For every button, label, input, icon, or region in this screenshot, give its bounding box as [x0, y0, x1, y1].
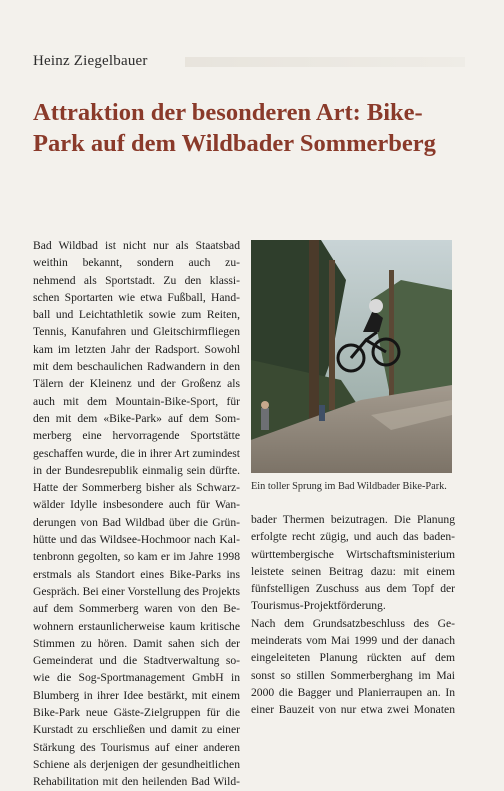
- text-line: württembergische Wirtschaftsministerium: [251, 547, 455, 561]
- article-title: Attraktion der besonderen Art: Bike-Park auf dem Wildbader Sommerberg: [33, 99, 436, 157]
- paragraph: [251, 615, 455, 719]
- text-line: geschaffen wurde, die in ihrer Art zumindest: [33, 446, 240, 460]
- text-line: erfolgte recht zügig, und auch das baden-: [251, 530, 455, 544]
- photo-caption: Ein toller Sprung im Bad Wildbader Bike-Park.: [251, 481, 447, 492]
- text-line: Kurstadt zu erschließen und damit zu einer: [33, 723, 240, 737]
- text-line: meinderats vom Mai 1999 und der danach: [251, 634, 455, 648]
- text-line: Tennis, Kanufahren und Gleitschirmfliegen: [33, 325, 240, 339]
- text-line: Nach dem Grundsatzbeschluss des Ge-: [251, 616, 455, 630]
- text-line: Tourismus-Projektförderung.: [251, 599, 386, 613]
- text-line: wohnern erstaunlicherweise kaum kritische: [33, 619, 240, 633]
- text-line: Stärkung des Tourismus auf einer anderen: [33, 740, 240, 754]
- text-line: kam im letzten Jahr der Radsport. Sowohl: [33, 342, 240, 356]
- text-line: Hatte der Sommerberg bisher als Schwarz-: [33, 481, 240, 495]
- text-line: fünfstelligen Zuschuss aus dem Topf der: [251, 582, 455, 596]
- paragraph: [251, 511, 455, 615]
- text-line: den mit dem «Bike-Park» auf dem Som-: [33, 411, 240, 425]
- bike-jump-photo: [251, 240, 452, 473]
- text-line: sonst so stillen Sommerberghang im Mai: [251, 668, 455, 682]
- text-line: nehmend als Sportstadt. Zu den klassi-: [33, 273, 240, 287]
- text-line: derungen von Bad Wildbad über die Grün-: [33, 515, 240, 529]
- text-line: Gespräch. Bei einer Vorstellung des Projekts: [33, 584, 240, 598]
- text-line: hütte und das Wildsee-Hochmoor nach Kal-: [33, 533, 240, 547]
- text-line: schen Sportarten wie etwa Fußball, Hand-: [33, 290, 240, 304]
- text-line: leistete seinen Beitrag dazu: mit einem: [251, 564, 455, 578]
- text-line: 2000 die Bagger und Planierraupen an. In: [251, 685, 455, 699]
- text-line: tenbronn gegolten, so kam er im Jahre 1998: [33, 550, 240, 564]
- text-line: Stimmen zu hören. Damit sahen sich der: [33, 636, 240, 650]
- text-line: einer Bauzeit von nur etwa zwei Monaten: [251, 703, 455, 717]
- faded-running-head: [185, 57, 465, 67]
- text-line: Bad Wildbad ist nicht nur als Staatsbad: [33, 239, 240, 252]
- text-line: Tälern der Kleinenz und der Großenz als: [33, 377, 240, 391]
- body-column-left: [33, 237, 240, 791]
- author-name: Heinz Ziegelbauer: [33, 53, 148, 69]
- text-line: ball und Leichtathletik sowie zum Reiten,: [33, 308, 240, 322]
- text-line: in der Bundesrepublik einmalig sein dürfte.: [33, 463, 240, 477]
- text-line: Rehabilitation mit den heilenden Bad Wild-: [33, 775, 240, 789]
- text-line: bader Thermen beizutragen. Die Planung: [251, 513, 455, 526]
- text-line: weithin bekannt, sondern auch zu-: [33, 256, 240, 270]
- text-line: wie die Sog-Sportmanagement GmbH in: [33, 671, 240, 685]
- text-line: merberg eine hervorragende Sportstätte: [33, 429, 240, 443]
- body-column-right: [251, 511, 455, 719]
- text-line: Blumberg in ihrer Idee bestärkt, mit einem: [33, 688, 240, 702]
- text-line: wälder Idylle insbesondere auch für Wan-: [33, 498, 240, 512]
- text-line: Gemeinderat und die Stadtverwaltung so-: [33, 654, 240, 668]
- text-line: Bike-Park neue Gäste-Zielgruppen für die: [33, 706, 240, 720]
- text-line: Schiene als derjenigen der gesundheitlichen: [33, 757, 240, 771]
- text-line: auf dem Sommerberg waren von den Be-: [33, 602, 240, 616]
- text-line: eingeleiteten Planung rückten auf dem: [251, 651, 455, 665]
- photo-illustration: [251, 240, 452, 473]
- text-line: auch mit dem Mountain-Bike-Sport, für: [33, 394, 240, 408]
- text-line: erstmals als Standort eines Bike-Parks ins: [33, 567, 240, 581]
- text-line: mit dem beschaulichen Radwandern in den: [33, 360, 240, 374]
